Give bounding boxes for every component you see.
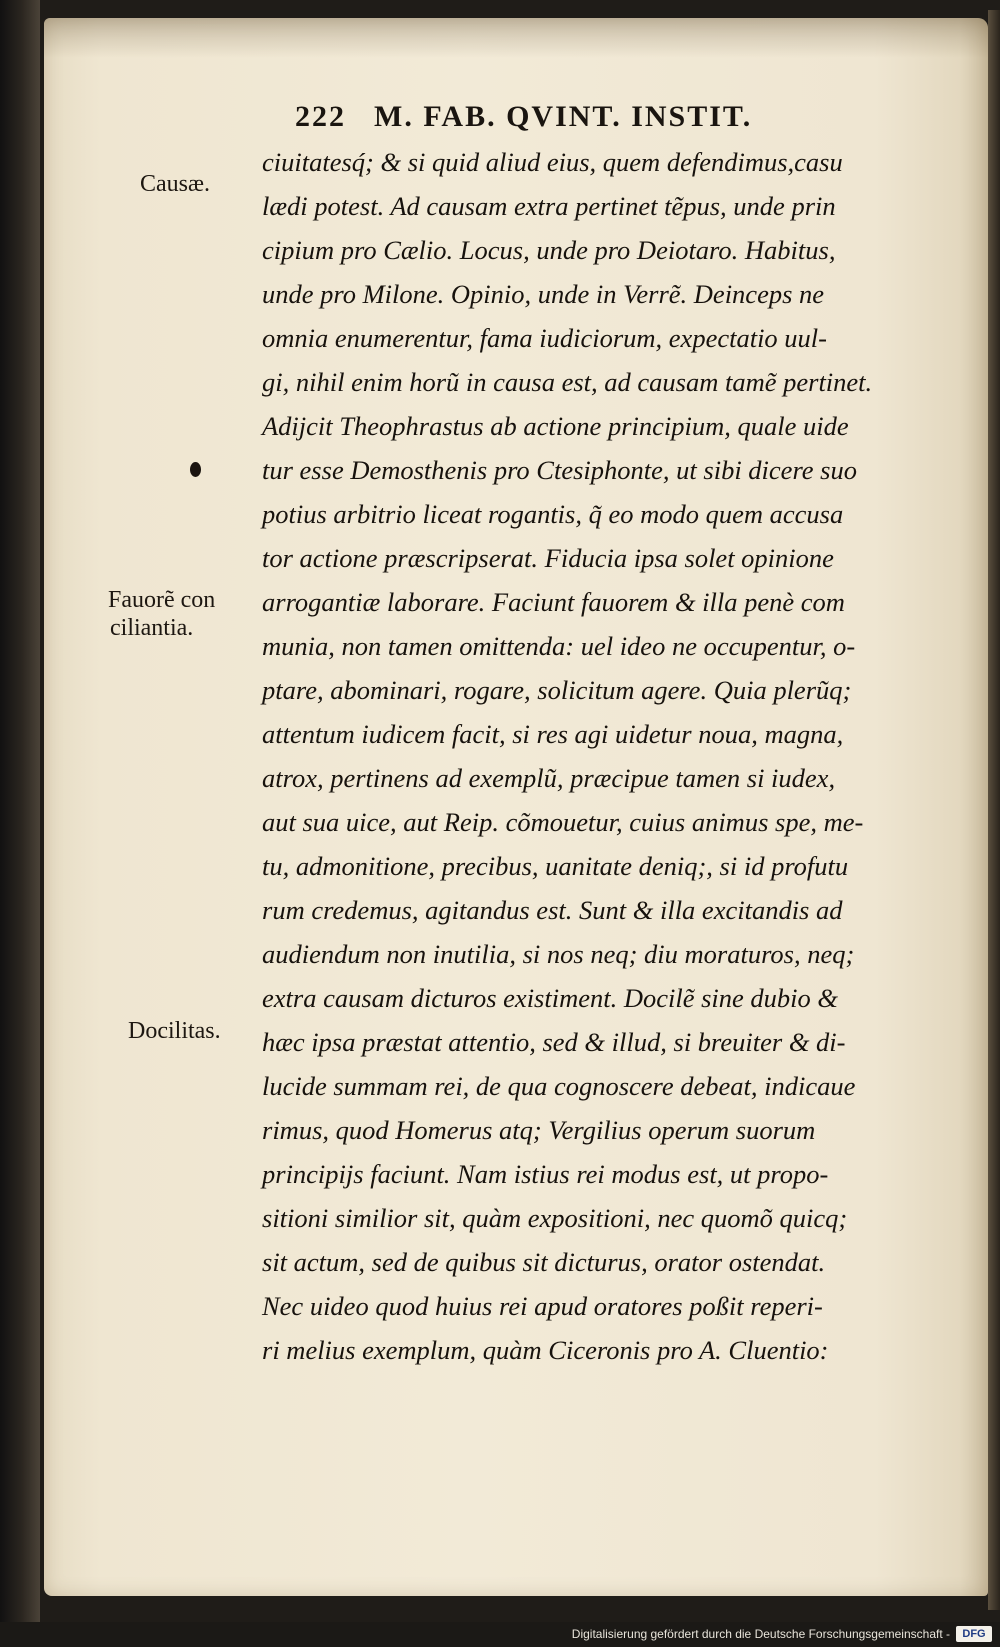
text-line: atrox, pertinens ad exemplũ, præcipue tamen si iudex, <box>262 763 836 793</box>
text-line: gi, nihil enim horũ in causa est, ad causam tamẽ pertinet. <box>262 367 873 397</box>
text-line: rum credemus, agitandus est. Sunt & illa excitandis ad <box>262 895 843 925</box>
main-text-block <box>262 140 972 1372</box>
text-line: potius arbitrio liceat rogantis, q̃ eo modo quem accusa <box>262 499 844 529</box>
text-line: unde pro Milone. Opinio, unde in Verrẽ. Deinceps ne <box>262 279 825 309</box>
running-title: M. FAB. QVINT. INSTIT. <box>374 100 753 133</box>
text-line: lucide summam rei, de qua cognoscere debeat, indicaue <box>262 1071 856 1101</box>
text-line: tur esse Demosthenis pro Ctesiphonte, ut sibi dicere suo <box>262 455 857 485</box>
text-line: tu, admonitione, precibus, uanitate deniq;, si id profutu <box>262 851 849 881</box>
text-line: ri melius exemplum, quàm Ciceronis pro A. Cluentio: <box>262 1335 829 1365</box>
marginal-note-fauore-line-1: Fauorẽ con <box>108 587 216 613</box>
text-line: attentum iudicem facit, si res agi uidetur noua, magna, <box>262 719 844 749</box>
book-right-edge <box>988 10 1000 1610</box>
marginal-note-fauore-line-2: ciliantia. <box>110 615 194 641</box>
footer-bar <box>0 1622 1000 1647</box>
text-line: lædi potest. Ad causam extra pertinet tẽpus, unde prin <box>262 191 836 221</box>
text-line: ciuitatesq́; & si quid aliud eius, quem defendimus,casu <box>262 147 843 177</box>
text-line: arrogantiæ laborare. Faciunt fauorem & illa penè com <box>262 587 845 617</box>
text-line: audiendum non inutilia, si nos neq; diu moraturos, neq; <box>262 939 855 969</box>
text-line: ptare, abominari, rogare, solicitum agere. Quia plerũq; <box>262 675 852 705</box>
page-top-shadow <box>44 18 988 58</box>
text-line: rimus, quod Homerus atq; Vergilius operum suorum <box>262 1115 816 1145</box>
book-fore-edge <box>0 0 40 1647</box>
marginal-note-docilitas: Docilitas. <box>128 1018 221 1044</box>
running-head <box>295 100 895 134</box>
text-line: aut sua uice, aut Reip. cõmouetur, cuius animus spe, me- <box>262 807 864 837</box>
marginal-note-causae: Causæ. <box>140 171 211 197</box>
page-number: 222 <box>295 100 346 133</box>
text-line: tor actione præscripserat. Fiducia ipsa solet opinione <box>262 543 834 573</box>
text-line: Adijcit Theophrastus ab actione principium, quale uide <box>262 411 849 441</box>
text-line: munia, non tamen omittenda: uel ideo ne occupentur, o- <box>262 631 856 661</box>
text-line: extra causam dicturos existiment. Docilẽ sine dubio & <box>262 983 839 1013</box>
text-line: sit actum, sed de quibus sit dicturus, orator ostendat. <box>262 1247 826 1277</box>
ink-dot-mark <box>190 462 201 477</box>
text-line: principijs faciunt. Nam istius rei modus est, ut propo- <box>262 1159 829 1189</box>
text-line: cipium pro Cælio. Locus, unde pro Deiotaro. Habitus, <box>262 235 836 265</box>
text-line: Nec uideo quod huius rei apud oratores poßit reperi- <box>262 1291 823 1321</box>
text-line: omnia enumerentur, fama iudiciorum, expectatio uul- <box>262 323 827 353</box>
text-line: hæc ipsa præstat attentio, sed & illud, si breuiter & di- <box>262 1027 846 1057</box>
text-line: sitioni similior sit, quàm expositioni, nec quomõ quicq; <box>262 1203 848 1233</box>
funding-credit: Digitalisierung gefördert durch die Deutsche Forschungsgemeinschaft - <box>571 1627 950 1641</box>
dfg-logo: DFG <box>956 1626 992 1642</box>
